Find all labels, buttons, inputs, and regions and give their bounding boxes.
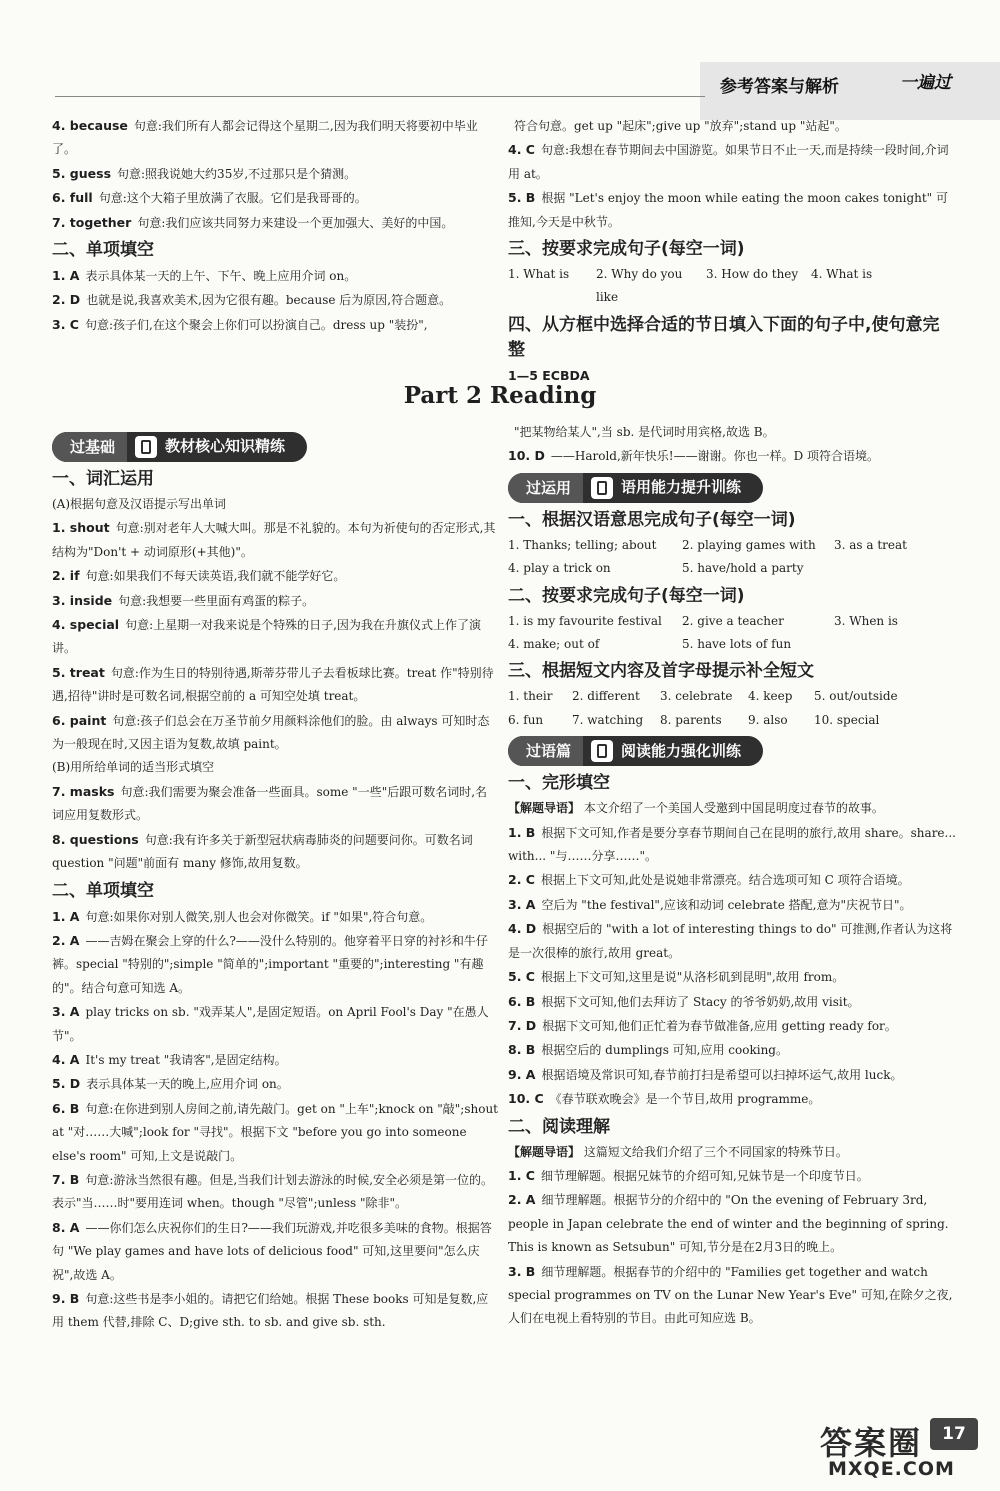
item-number: 3. inside: [52, 592, 113, 608]
item-explanation: 句意:孩子们总会在万圣节前夕用颜料涂他们的脸。由 always 可知时态为一般现在时,又因主语为复数,故填 paint。: [52, 713, 490, 752]
section-heading: 一、词汇运用: [52, 469, 154, 489]
header-title: 参考答案与解析: [720, 77, 839, 97]
guide-text: 【解题导语】 本文介绍了一个美国人受邀到中国昆明度过春节的故事。: [508, 801, 884, 816]
item-explanation: 句意:如果我们不每天读英语,我们就不能学好它。: [85, 569, 346, 584]
item-number: 1. B: [508, 824, 536, 840]
answer-item: [52, 589, 498, 613]
answer-item: [52, 186, 498, 210]
item-number: 8. A: [52, 1219, 80, 1235]
item-explanation: 句意:我有许多关于新型冠状病毒肺炎的问题要问你。可数名词 question "问题"前面有 many 修饰,故用复数。: [52, 832, 473, 871]
answer-item: [52, 564, 498, 588]
item-number: 7. masks: [52, 783, 115, 799]
item-explanation: It's my treat "我请客",是固定结构。: [85, 1052, 287, 1067]
item-explanation: 句意:在你进到别人房间之前,请先敲门。get on "上车";knock on "敲";shout at "对……大喊";look for "寻找"。根据下文 "before you go into someone else's room" 可知,上文是说敲门。: [52, 1101, 498, 1163]
item-number: 8. questions: [52, 831, 139, 847]
item-number: 5. D: [52, 1076, 81, 1092]
answer-item: [508, 821, 956, 869]
item-explanation: 根据 "Let's enjoy the moon while eating the moon cakes tonight" 可推知,今天是中秋节。: [508, 191, 949, 229]
item-explanation: 根据语境及常识可知,春节前打扫是希望可以扫掉坏运气,故用 luck。: [541, 1067, 903, 1082]
section-heading: 一、完形填空: [508, 773, 610, 794]
answer-cell: 10. special: [814, 712, 880, 727]
item-explanation: 句意:我们应该共同努力来建设一个更加强大、美好的中国。: [137, 215, 454, 230]
answer-item: [508, 138, 956, 186]
section-heading: 四、从方框中选择合适的节日填入下面的句子中,使句意完整: [508, 314, 940, 360]
answer-cell: 9. also: [748, 712, 788, 727]
item-number: 3. C: [52, 316, 79, 332]
answer-cell: 5. have/hold a party: [682, 561, 804, 576]
item-explanation: 表示具体某一天的上午、下午、晚上应用介词 on。: [85, 269, 357, 284]
answer-item: [52, 828, 498, 876]
item-explanation: 句意:照我说她大约35岁,不过那只是个猜测。: [117, 166, 357, 181]
answer-row: [508, 610, 956, 633]
item-number: 9. A: [508, 1066, 536, 1082]
top-divider: [55, 96, 705, 97]
item-explanation: 根据空后的 "with a lot of interesting things to do" 可推测,作者认为这将是一次很棒的旅行,故用 great。: [508, 922, 953, 960]
item-explanation: 句意:这些书是李小姐的。请把它们给她。根据 These books 可知是复数,应用 them 代替,排除 C、D;give sth. to sb. and give sb. sth.: [52, 1292, 489, 1330]
item-explanation: 细节理解题。根据节分的介绍中的 "On the evening of February 3rd, people in Japan celebrate the end of winter and the beginning of spring. This is known as Setsubun" 可知,节分是在2月3日的晚上。: [508, 1193, 949, 1255]
item-number: 1. shout: [52, 520, 110, 536]
item-explanation: 根据上下文可知,此处是说她非常漂亮。结合选项可知 C 项符合语境。: [540, 873, 910, 888]
page-header: [700, 62, 1000, 120]
item-explanation: 句意:游泳当然很有趣。但是,当我们计划去游泳的时候,安全必须是第一位的。表示"当……时"要用连词 when。though "尽管";unless "除非"。: [52, 1172, 494, 1211]
answer-row: [508, 633, 956, 656]
answer-item: [52, 905, 498, 929]
answer-item: [508, 1087, 956, 1111]
answer-cell: 2. playing games with: [682, 537, 816, 552]
item-number: 6. paint: [52, 712, 107, 728]
answer-item: [508, 114, 956, 138]
answer-item: [52, 709, 498, 757]
answer-item: [52, 114, 498, 162]
answer-item: [508, 868, 956, 892]
item-number: 1. A: [52, 908, 80, 924]
answer-cell: 3. as a treat: [834, 537, 907, 552]
answer-item: [52, 929, 498, 1000]
answer-cell: 7. watching: [572, 712, 644, 727]
answer-item: [52, 1048, 498, 1072]
answer-cell: 4. play a trick on: [508, 561, 611, 576]
item-number: 5. B: [508, 190, 536, 206]
item-explanation: "把某物给某人",当 sb. 是代词时用宾格,故选 B。: [514, 425, 775, 439]
answer-item: [52, 1097, 498, 1168]
answer-item: [52, 1216, 498, 1287]
section-banner: 过运用 语用能力提升训练: [508, 473, 763, 503]
answer-item: [508, 186, 956, 234]
answer-item: [52, 661, 498, 709]
answer-cell: 4. keep: [748, 689, 793, 704]
item-number: 2. A: [508, 1192, 536, 1208]
item-number: 4. D: [508, 921, 537, 937]
item-explanation: 细节理解题。根据兄妹节的介绍可知,兄妹节是一个印度节日。: [540, 1168, 869, 1183]
subsection-heading: (B)用所给单词的适当形式填空: [52, 760, 215, 775]
answer-item: [508, 1188, 956, 1259]
answer-cell: 1. What is: [508, 267, 570, 282]
item-explanation: 句意:这个大箱子里放满了衣服。它们是我哥哥的。: [98, 191, 367, 206]
answer-item: [52, 162, 498, 186]
answer-item: [52, 613, 498, 661]
item-number: 1. C: [508, 1167, 535, 1183]
answer-cell: 3. When is: [834, 613, 898, 628]
item-explanation: 细节理解题。根据春节的介绍中的 "Families get together and watch special programmes on TV on the Lunar New Year's Eve" 可知,在除夕之夜,人们在电视上看特别的节目。由此可知应选 B。: [508, 1264, 953, 1326]
item-explanation: 句意:如果你对别人微笑,别人也会对你微笑。if "如果",符合句意。: [85, 909, 433, 924]
right-top-column: [508, 114, 956, 388]
answer-row: [508, 709, 956, 732]
item-explanation: 《春节联欢晚会》是一个节目,故用 programme。: [549, 1092, 821, 1107]
section-heading: 二、按要求完成句子(每空一词): [508, 585, 745, 606]
item-explanation: play tricks on sb. "戏弄某人",是固定短语。on April Fool's Day "在愚人节"。: [52, 1005, 489, 1043]
item-number: 6. B: [508, 993, 536, 1009]
answer-item: [508, 965, 956, 989]
answer-cell: 1. their: [508, 689, 553, 704]
answer-line: 1—5 ECBDA: [508, 367, 590, 383]
answer-cell: 2. different: [572, 689, 640, 704]
item-explanation: 句意:孩子们,在这个聚会上你们可以扮演自己。dress up "装扮",: [84, 317, 428, 332]
answer-item: [52, 1168, 498, 1216]
answer-item: [508, 1260, 956, 1331]
section-heading: 一、根据汉语意思完成句子(每空一词): [508, 509, 796, 530]
item-explanation: ——吉姆在聚会上穿的什么?——没什么特别的。他穿着平日穿的衬衫和牛仔裤。special "特别的";simple "简单的";important "重要的";interesting "有趣的"。结合句意可知选 A。: [52, 933, 488, 995]
answer-cell: 4. What is: [811, 267, 873, 282]
section-heading: 二、单项填空: [52, 240, 154, 261]
answer-row: [508, 534, 956, 557]
answer-item: [508, 990, 956, 1014]
item-number: 2. if: [52, 568, 80, 584]
item-number: 6. full: [52, 190, 93, 206]
page-number: 17: [930, 1418, 978, 1450]
item-explanation: 句意:作为生日的特别待遇,斯蒂芬带儿子去看板球比赛。treat 作"特别待遇,招待"讲时是可数名词,根据空前的 a 可知空处填 treat。: [52, 665, 494, 704]
item-number: 4. A: [52, 1051, 80, 1067]
left-main-column: [52, 428, 498, 1335]
item-number: 7. D: [508, 1017, 537, 1033]
header-logo: 一遍过: [900, 73, 951, 93]
watermark-logo: 答案圈 MXQE.COM: [820, 1424, 955, 1480]
item-explanation: ——你们怎么庆祝你们的生日?——我们玩游戏,并吃很多美味的食物。根据答句 "We play games and have lots of delicious food" 可知,这里要问"怎么庆祝",故选 A。: [52, 1220, 492, 1282]
subsection-heading: (A)根据句意及汉语提示写出单词: [52, 497, 227, 511]
answer-cell: [834, 557, 954, 580]
item-explanation: 根据下文可知,他们去拜访了 Stacy 的爷爷奶奶,故用 visit。: [541, 994, 860, 1009]
item-number: 3. A: [52, 1004, 80, 1020]
item-explanation: 表示具体某一天的晚上,应用介词 on。: [86, 1077, 289, 1092]
answer-item: [508, 1063, 956, 1087]
item-number: 5. guess: [52, 165, 112, 181]
section-heading: 二、阅读理解: [508, 1116, 610, 1137]
answer-row: [508, 557, 956, 580]
right-main-column: [508, 420, 956, 1331]
item-number: 1. A: [52, 268, 80, 284]
answer-cell: 2. give a teacher: [682, 613, 784, 628]
answer-item: [508, 917, 956, 965]
answer-item: [52, 1072, 498, 1096]
item-explanation: 空后为 "the festival",应该和动词 celebrate 搭配,意为"庆祝节日"。: [541, 897, 912, 912]
answer-cell: 2. Why do you like: [596, 267, 683, 305]
section-heading: 二、单项填空: [52, 880, 154, 901]
section-heading: 三、根据短文内容及首字母提示补全短文: [508, 661, 814, 682]
left-top-column: [52, 114, 498, 337]
answer-cell: 3. celebrate: [660, 689, 733, 704]
item-number: 7. together: [52, 214, 132, 230]
item-number: 3. B: [508, 1263, 536, 1279]
section-heading: 三、按要求完成句子(每空一词): [508, 239, 745, 260]
answer-cell: 1. is my favourite festival: [508, 613, 662, 628]
answer-item: [508, 1164, 956, 1188]
item-number: 2. D: [52, 292, 81, 308]
section-banner: 过基础 教材核心知识精练: [52, 432, 307, 462]
answer-cell: 3. How do they: [706, 267, 799, 282]
answer-item: [508, 893, 956, 917]
item-explanation: 句意:我们需要为聚会准备一些面具。some "一些"后跟可数名词时,名词应用复数形式。: [52, 784, 488, 823]
book-icon: [135, 436, 157, 458]
answer-cell: 4. make; out of: [508, 637, 600, 652]
answer-cell: 1. Thanks; telling; about: [508, 537, 657, 552]
item-explanation: 句意:我想在春节期间去中国游览。如果节日不止一天,而是持续一段时间,介词用 at。: [508, 143, 949, 181]
answer-item: [508, 420, 956, 444]
item-number: 4. because: [52, 118, 128, 133]
item-explanation: 句意:我想要一些里面有鸡蛋的粽子。: [118, 593, 315, 608]
answer-row: [508, 263, 956, 310]
answer-item: [52, 211, 498, 235]
answer-cell: [834, 633, 954, 656]
answer-cell: 8. parents: [660, 712, 722, 727]
item-number: 5. treat: [52, 664, 105, 680]
item-number: 7. B: [52, 1171, 80, 1187]
item-explanation: 句意:上星期一对我来说是个特殊的日子,因为我在升旗仪式上作了演讲。: [52, 618, 481, 656]
answer-cell: 5. have lots of fun: [682, 637, 792, 652]
item-number: 10. D: [508, 448, 545, 464]
answer-cell: 5. out/outside: [814, 689, 898, 704]
part-title: Part 2 Reading: [403, 382, 597, 409]
answer-item: [508, 1038, 956, 1062]
book-icon: [591, 477, 613, 499]
answer-item: [52, 313, 498, 337]
answer-item: [52, 1287, 498, 1335]
item-explanation: 也就是说,我喜欢美术,因为它很有趣。because 后为原因,符合题意。: [86, 293, 452, 308]
item-number: 8. B: [508, 1042, 536, 1058]
item-explanation: 根据上下文可知,这里是说"从洛杉矶到昆明",故用 from。: [540, 970, 845, 985]
item-number: 9. B: [52, 1291, 80, 1306]
item-number: 5. C: [508, 969, 535, 985]
item-explanation: 句意:别对老年人大喊大叫。那是不礼貌的。本句为祈使句的否定形式,其结构为"Don't + 动词原形(+其他)"。: [52, 521, 496, 559]
item-explanation: 根据下文可知,作者是要分享春节期间自己在昆明的旅行,故用 share。share... with... "与……分享……"。: [508, 825, 956, 864]
answer-cell: 6. fun: [508, 712, 544, 727]
item-number: 10. C: [508, 1091, 544, 1107]
item-explanation: 根据下文可知,他们正忙着为春节做准备,应用 getting ready for。: [542, 1018, 897, 1033]
item-number: 2. A: [52, 932, 80, 948]
item-explanation: 句意:我们所有人都会记得这个星期二,因为我们明天将要初中毕业了。: [52, 119, 478, 157]
item-explanation: 根据空后的 dumplings 可知,应用 cooking。: [541, 1043, 788, 1058]
item-explanation: ——Harold,新年快乐!——谢谢。你也一样。D 项符合语境。: [550, 449, 880, 464]
answer-item: [508, 1014, 956, 1038]
item-number: 4. special: [52, 617, 120, 633]
answer-item: [52, 1000, 498, 1048]
item-number: 4. C: [508, 142, 535, 158]
answer-item: [52, 516, 498, 564]
answer-row: [508, 685, 956, 708]
item-number: 2. C: [508, 872, 535, 888]
guide-text: 【解题导语】 这篇短文给我们介绍了三个不同国家的特殊节日。: [508, 1144, 848, 1159]
item-number: 6. B: [52, 1100, 80, 1116]
book-icon: [591, 740, 613, 762]
item-number: 3. A: [508, 896, 536, 912]
answer-item: [52, 780, 498, 828]
section-banner: 过语篇 阅读能力强化训练: [508, 736, 763, 766]
answer-item: [52, 288, 498, 312]
answer-item: [508, 444, 956, 468]
item-explanation: 符合句意。get up "起床";give up "放弃";stand up "站起"。: [514, 119, 847, 133]
answer-item: [52, 264, 498, 288]
